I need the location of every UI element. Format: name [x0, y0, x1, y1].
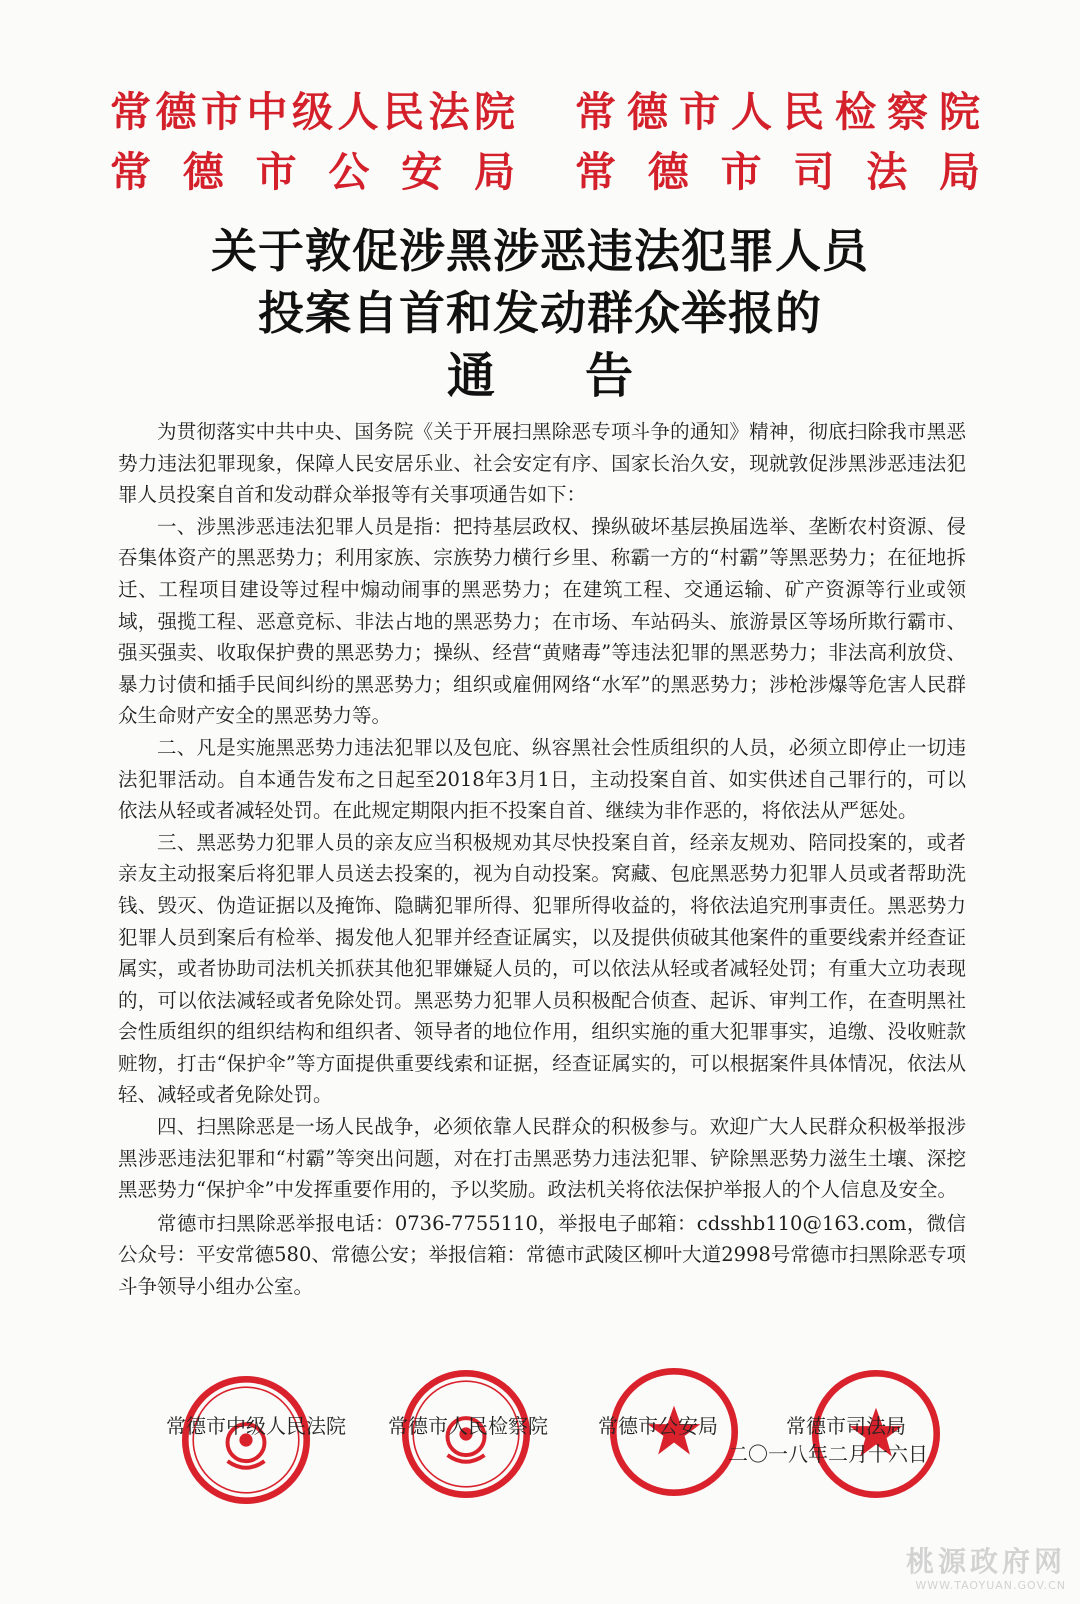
title-line-2: 投案自首和发动群众举报的 — [258, 286, 822, 340]
issuing-agencies-header — [110, 88, 980, 196]
item-3-paragraph: 三、黑恶势力犯罪人员的亲友应当积极规劝其尽快投案自首，经亲友规劝、陪同投案的，或者亲友主动报案后将犯罪人员送去投案的，视为自动投案。窝藏、包庇黑恶势力犯罪人员或者帮助洗钱、毁灭、伪造证据以及掩饰、隐瞒犯罪所得、犯罪所得收益的，将依法追究刑事责任。黑恶势力犯罪人员到案后有检举、揭发他人犯罪并经查证属实，以及提供侦破其他案件的重要线索并经查证属实，或者协助司法机关抓获其他犯罪嫌疑人员的，可以依法从轻或者减轻处罚；有重大立功表现的，可以依法减轻或者免除处罚。黑恶势力犯罪人员积极配合侦查、起诉、审判工作，在查明黑社会性质组织的组织结构和组织者、领导者的地位作用，组织实施的重大犯罪事实，追缴、没收赃款赃物，打击“保护伞”等方面提供重要线索和证据，经查证属实的，可以根据案件具体情况，依法从轻、减轻或者免除处罚。 — [118, 830, 966, 1107]
agency-public-security-bureau: 常德市公安局 — [110, 148, 515, 196]
title-line-3: 通告 — [446, 348, 723, 404]
report-contact-paragraph: 常德市扫黑除恶举报电话：0736-7755110，举报电子邮箱：cdsshb110@163.com，微信公众号：平安常德580、常德公安；举报信箱：常德市武陵区柳叶大道2998号常德市扫黑除恶专项斗争领导小组办公室。 — [118, 1211, 966, 1299]
item-4-paragraph: 四、扫黑除恶是一场人民战争，必须依靠人民群众的积极参与。欢迎广大人民群众积极举报涉黑涉恶违法犯罪和“村霸”等突出问题，对在打击黑恶势力违法犯罪、铲除黑恶势力滋生土壤、深挖黑恶势力“保护伞”中发挥重要作用的，予以奖励。政法机关将依法保护举报人的个人信息及安全。 — [118, 1115, 966, 1202]
item-2-paragraph: 二、凡是实施黑恶势力违法犯罪以及包庇、纵容黑社会性质组织的人员，必须立即停止一切违法犯罪活动。自本通告发布之日起至2018年3月1日，主动投案自首、如实供述自己罪行的，可以依法从轻或者减轻处罚。在此规定期限内拒不投案自首、继续为非作恶的，将依法从严惩处。 — [118, 735, 966, 823]
document-title — [0, 220, 1080, 408]
signature-public-security: 常德市公安局 — [598, 1414, 718, 1438]
watermark-text: 桃源政府网 — [905, 1545, 1066, 1578]
issue-date: 二〇一八年二月十六日 — [728, 1442, 928, 1466]
intro-paragraph: 为贯彻落实中共中央、国务院《关于开展扫黑除恶专项斗争的通知》精神，彻底扫除我市黑恶势力违法犯罪现象，保障人民安居乐业、社会安定有序、国家长治久安，现就敦促涉黑涉恶违法犯罪人员投案自首和发动群众举报等有关事项通告如下： — [118, 420, 966, 507]
site-watermark — [906, 1545, 1066, 1592]
notice-body — [118, 416, 966, 1303]
item-1-paragraph: 一、涉黑涉恶违法犯罪人员是指：把持基层政权、操纵破坏基层换届选举、垄断农村资源、侵吞集体资产的黑恶势力；利用家族、宗族势力横行乡里、称霸一方的“村霸”等黑恶势力；在征地拆迁、工程项目建设等过程中煽动闹事的黑恶势力；在建筑工程、交通运输、矿产资源等行业或领域，强揽工程、恶意竞标、非法占地的黑恶势力；在市场、车站码头、旅游景区等场所欺行霸市、强买强卖、收取保护费的黑恶势力；操纵、经营“黄赌毒”等违法犯罪的黑恶势力；非法高利放贷、暴力讨债和插手民间纠纷的黑恶势力；组织或雇佣网络“水军”的黑恶势力；涉枪涉爆等危害人民群众生命财产安全的黑恶势力等。 — [118, 514, 966, 728]
agency-intermediate-court: 常德市中级人民法院 — [110, 88, 515, 136]
signature-procuratorate: 常德市人民检察院 — [388, 1414, 548, 1438]
signature-justice-bureau: 常德市司法局 — [786, 1414, 906, 1438]
court-seal-icon — [180, 1374, 312, 1506]
signature-court: 常德市中级人民法院 — [166, 1414, 346, 1438]
agency-justice-bureau: 常德市司法局 — [575, 148, 980, 196]
watermark-url: WWW.TAOYUAN.GOV.CN — [915, 1579, 1066, 1592]
title-line-1: 关于敦促涉黑涉恶违法犯罪人员 — [211, 224, 869, 278]
agency-procuratorate: 常德市人民检察院 — [575, 88, 980, 136]
signature-block — [0, 1360, 1080, 1520]
